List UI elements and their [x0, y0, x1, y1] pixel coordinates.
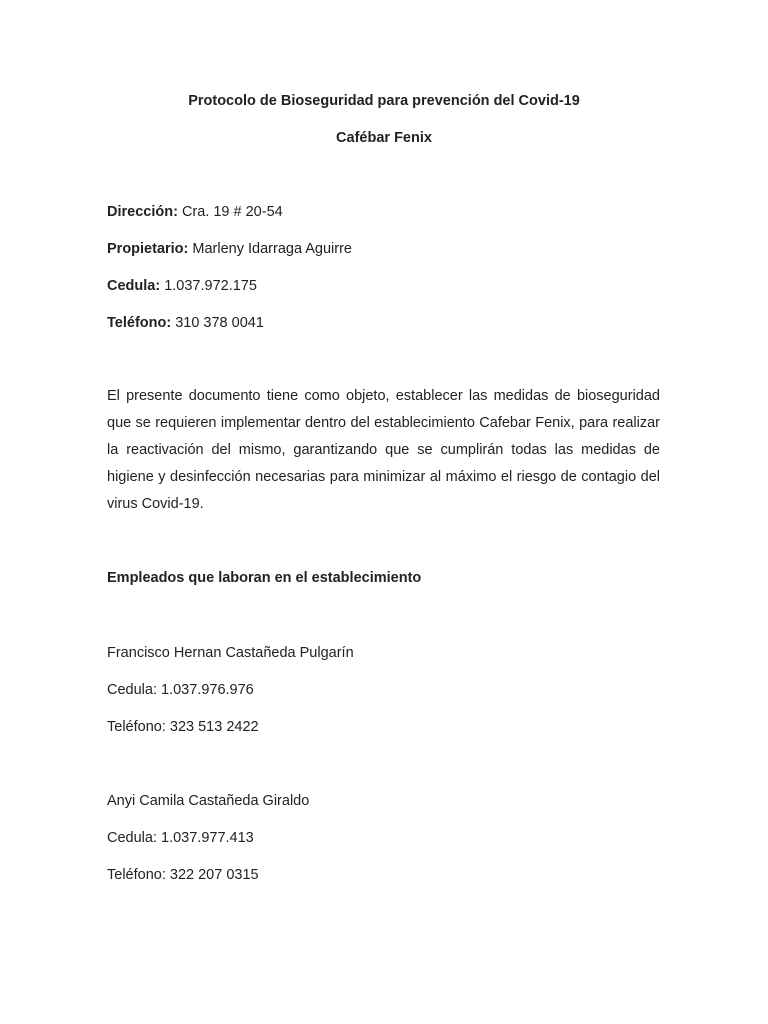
address-value: Cra. 19 # 20-54 [177, 204, 283, 220]
intro-paragraph: El presente documento tiene como objeto, establecer las medidas de bioseguridad que se requieren implementar dentro del establecimiento Cafebar Fenix, para realizar la reactivación del mismo, garantizando que se cumplirán todas las medidas de higiene y desinfección necesarias para minimizar al máximo el riesgo de contagio del virus Covid-19. [107, 388, 660, 512]
address-line [107, 202, 283, 222]
owner-line [107, 239, 352, 259]
document-subtitle: Cafébar Fenix [336, 130, 432, 146]
employee-2-name: Anyi Camila Castañeda Giraldo [107, 793, 310, 809]
owner-label: Propietario: [107, 241, 189, 257]
id-label: Cedula: [107, 278, 161, 294]
employee-1-name: Francisco Hernan Castañeda Pulgarín [107, 645, 354, 661]
employee-1-id: Cedula: 1.037.976.976 [107, 682, 254, 698]
document-title: Protocolo de Bioseguridad para prevención del Covid-19 [188, 93, 580, 109]
employee-2-phone: Teléfono: 322 207 0315 [107, 867, 259, 883]
employee-1-phone: Teléfono: 323 513 2422 [107, 719, 259, 735]
employees-heading: Empleados que laboran en el establecimiento [107, 570, 422, 586]
phone-value: 310 378 0041 [171, 315, 264, 331]
address-label: Dirección: [107, 204, 178, 220]
owner-value: Marleny Idarraga Aguirre [188, 241, 352, 257]
employee-2-id: Cedula: 1.037.977.413 [107, 830, 254, 846]
phone-label: Teléfono: [107, 315, 172, 331]
id-value: 1.037.972.175 [160, 278, 257, 294]
id-line [107, 276, 257, 296]
phone-line [107, 313, 264, 333]
